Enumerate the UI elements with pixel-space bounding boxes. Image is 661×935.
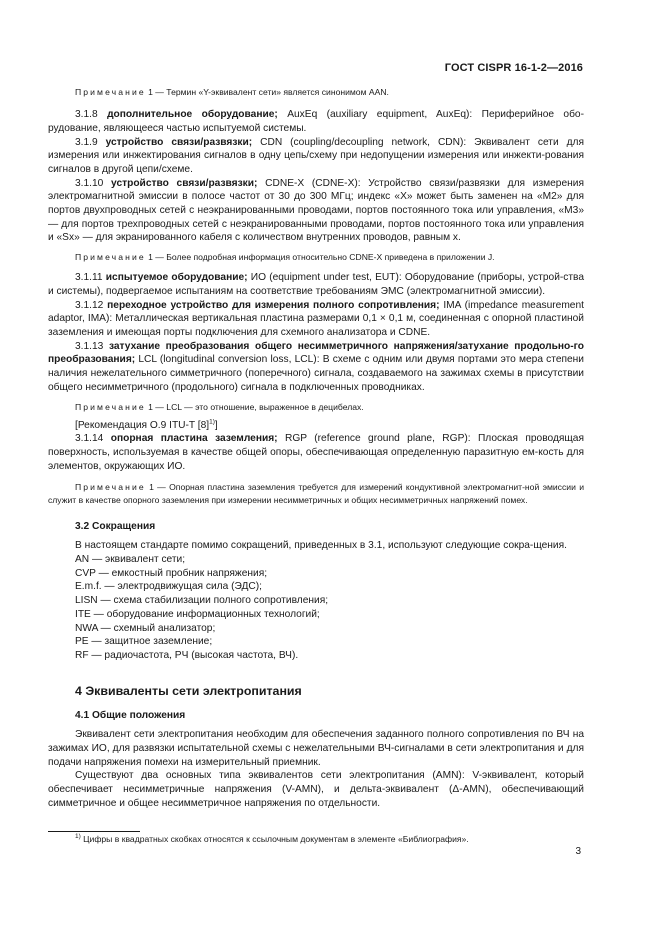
footnote-divider	[48, 831, 140, 832]
section-3-2-intro: В настоящем стандарте помимо сокращений, приведенных в 3.1, используют следующие сокра-щения.	[75, 540, 567, 552]
list-item: AN — эквивалент сети;	[75, 554, 186, 566]
term-3-1-12: 3.1.12 переходное устройство для измерения полного сопротивления; IMA (impedance measurement adaptor, IMA): Металлическая вертикальная пластина размерами 0,1 × 0,1 м, соединенная с опорной пластиной заземления и имеющая порты подключения для схемного анализатора и CDNE.	[48, 299, 584, 339]
section-4-1-paragraph-1: Эквивалент сети электропитания необходим для обеспечения заданного полного сопротивления по ВЧ на зажимах ИО, для развязки испытательной схемы с нежелательными ВЧ-сигналами в сети электропитания и для подачи напряжения помехи на измерительный приемник.	[48, 729, 584, 768]
footnote: $^{1)}$ Цифры в квадратных скобках относятся к ссылочным документам в элементе «Библиография».	[75, 832, 469, 844]
list-item: LISN — схема стабилизации полного сопротивления;	[75, 595, 329, 607]
section-4-title: 4 Эквиваленты сети электропитания	[75, 683, 302, 698]
page-body	[48, 86, 584, 845]
section-3-2-title: 3.2 Сокращения	[75, 520, 156, 532]
list-item: RF — радиочастота, РЧ (высокая частота, ВЧ).	[75, 649, 299, 661]
note-lcl: Примечание 1 — LCL — это отношение, выраженное в децибелах.	[75, 401, 364, 412]
list-item: CVP — емкостный пробник напряжения;	[75, 567, 268, 579]
recommendation-ref: [Рекомендация O.9 ITU-T $[8]^{1)}$]	[75, 418, 218, 431]
term-3-1-9: 3.1.9 устройство связи/развязки; CDN (coupling/decoupling network, CDN): Эквивалент сети для измерения или инжектирования сигналов в одну цепь/схему при недопущении измерения или инжекти-рования сигналов в другой цепи/схеме.	[48, 136, 584, 175]
note-rgp: Примечание 1 — Опорная пластина заземления требуется для измерений кондуктивной электромагнит-ной эмиссии и служит в качестве опорного заземления при измерении несимметричных и общих несимметричных напряжений помех.	[48, 482, 584, 505]
section-4-1-title: 4.1 Общие положения	[75, 709, 186, 721]
abbreviation-list	[48, 553, 584, 663]
note-aan: Примечание 1 — Термин «Y-эквивалент сети» является синонимом AAN.	[75, 87, 389, 97]
term-3-1-11: 3.1.11 испытуемое оборудование; ИО (equipment under test, EUT): Оборудование (приборы, устрой-ства и системы), подвергаемое испытаниям на соответствие требованиям ЭМС (электромагнитной эмиссии).	[48, 272, 584, 297]
list-item: ITE — оборудование информационных технологий;	[75, 608, 320, 620]
list-item: E.m.f. — электродвижущая сила (ЭДС);	[75, 581, 262, 593]
term-3-1-10: 3.1.10 устройство связи/развязки; CDNE-X (CDNE-X): Устройство связи/развязки для измерения электромагнитной эмиссии в полосе частот от 30 до 300 МГц; индекс «X» может быть заменен на «M2» для портов двухпроводных сетей с неэкранированными проводами, портов постоянного тока или управления, «M3» — для портов трехпроводных сетей с неэкранированными проводами, портов постоянного тока или управления и «Sx» — для экранированного кабеля с количеством внутренних проводов, равным x.	[48, 177, 584, 244]
page-number: 3	[575, 846, 581, 857]
term-3-1-13: 3.1.13 затухание преобразования общего несимметричного напряжения/затухание продольно-го преобразования; LCL (longitudinal conversion loss, LCL): В схеме с одним или двумя портами это мера степени наличия нежелательного симметричного (поперечного) сигнала, создаваемого на зажимах схемы в присутствии общего несимметричного (продольного) сигнала в подключенных проводниках.	[48, 340, 584, 393]
term-3-1-14: 3.1.14 опорная пластина заземления; RGP (reference ground plane, RGP): Плоская проводящая поверхность, используемая в качестве общей опоры, обеспечивающая определенную паразитную ем-кость для элементов, окружающих ИО.	[48, 433, 584, 472]
standard-header: ГОСТ CISPR 16-1-2—2016	[444, 62, 583, 74]
list-item: PE — защитное заземление;	[75, 636, 213, 648]
note-cdne: Примечание 1 — Более подробная информация относительно CDNE-X приведена в приложении J.	[75, 252, 495, 263]
list-item: NWA — схемный анализатор;	[75, 622, 216, 634]
term-3-1-8: 3.1.8 дополнительное оборудование; AuxEq (auxiliary equipment, AuxEq): Периферийное обо-рудование, являющееся частью испытуемой системы.	[48, 109, 584, 134]
section-4-1-paragraph-2: Существуют два основных типа эквивалентов сети электропитания (AMN): V-эквивалент, который обеспечивает несимметричные напряжения (V-AMN), и дельта-эквивалент (Δ-AMN), обеспечивающий симметричное и общее несимметричное напряжения по отдельности.	[48, 770, 584, 809]
